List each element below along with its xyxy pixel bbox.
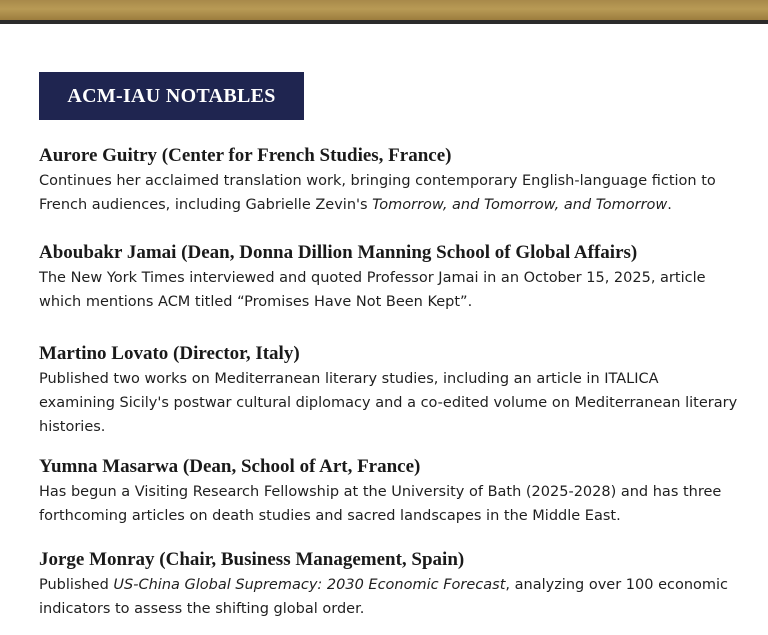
entry-description (39, 169, 739, 217)
entry-description (39, 367, 739, 439)
entry-description (39, 480, 739, 528)
entry-desc-tail: , analyzing over 100 economic indicators to assess the shifting global order. (39, 577, 729, 617)
entry-desc-italic: Tomorrow, and Tomorrow, and Tomorrow (372, 197, 668, 213)
notable-entry (39, 343, 739, 439)
entry-desc-tail: . (667, 197, 672, 213)
entry-name: Aboubakr Jamai (Dean, Donna Dillion Manning School of Global Affairs) (39, 242, 638, 263)
entry-desc-text: The New York Times interviewed and quoted Professor Jamai in an October 15, 2025, article which mentions ACM titled “Promises Have Not Been Kept”. (39, 270, 706, 310)
entry-name: Jorge Monray (Chair, Business Management, Spain) (39, 549, 465, 570)
entry-desc-text: Published (39, 577, 114, 593)
entry-name: Yumna Masarwa (Dean, School of Art, France) (39, 456, 421, 477)
section-header (39, 72, 304, 120)
entry-name: Martino Lovato (Director, Italy) (39, 343, 300, 364)
top-dark-rule (0, 20, 768, 24)
notable-entry (39, 145, 739, 217)
notable-entry (39, 549, 739, 621)
entry-description (39, 266, 739, 314)
entry-desc-italic: US-China Global Supremacy: 2030 Economic Forecast (113, 577, 506, 593)
entry-desc-text: Continues her acclaimed translation work, bringing contemporary English-language fiction to French audiences, including Gabrielle Zevin's (39, 173, 716, 213)
entry-desc-text: Has begun a Visiting Research Fellowship at the University of Bath (2025-2028) and has three forthcoming articles on death studies and sacred landscapes in the Middle East. (39, 484, 722, 524)
notable-entry (39, 456, 739, 528)
entry-name: Aurore Guitry (Center for French Studies, France) (39, 145, 452, 166)
section-title: ACM-IAU NOTABLES (67, 84, 276, 107)
notable-entry (39, 242, 739, 314)
entry-description (39, 573, 739, 621)
top-gold-band (0, 0, 768, 20)
entry-desc-text: Published two works on Mediterranean literary studies, including an article in ITALICA examining Sicily's postwar cultural diplomacy and a co-edited volume on Mediterranean literary histories. (39, 371, 738, 435)
